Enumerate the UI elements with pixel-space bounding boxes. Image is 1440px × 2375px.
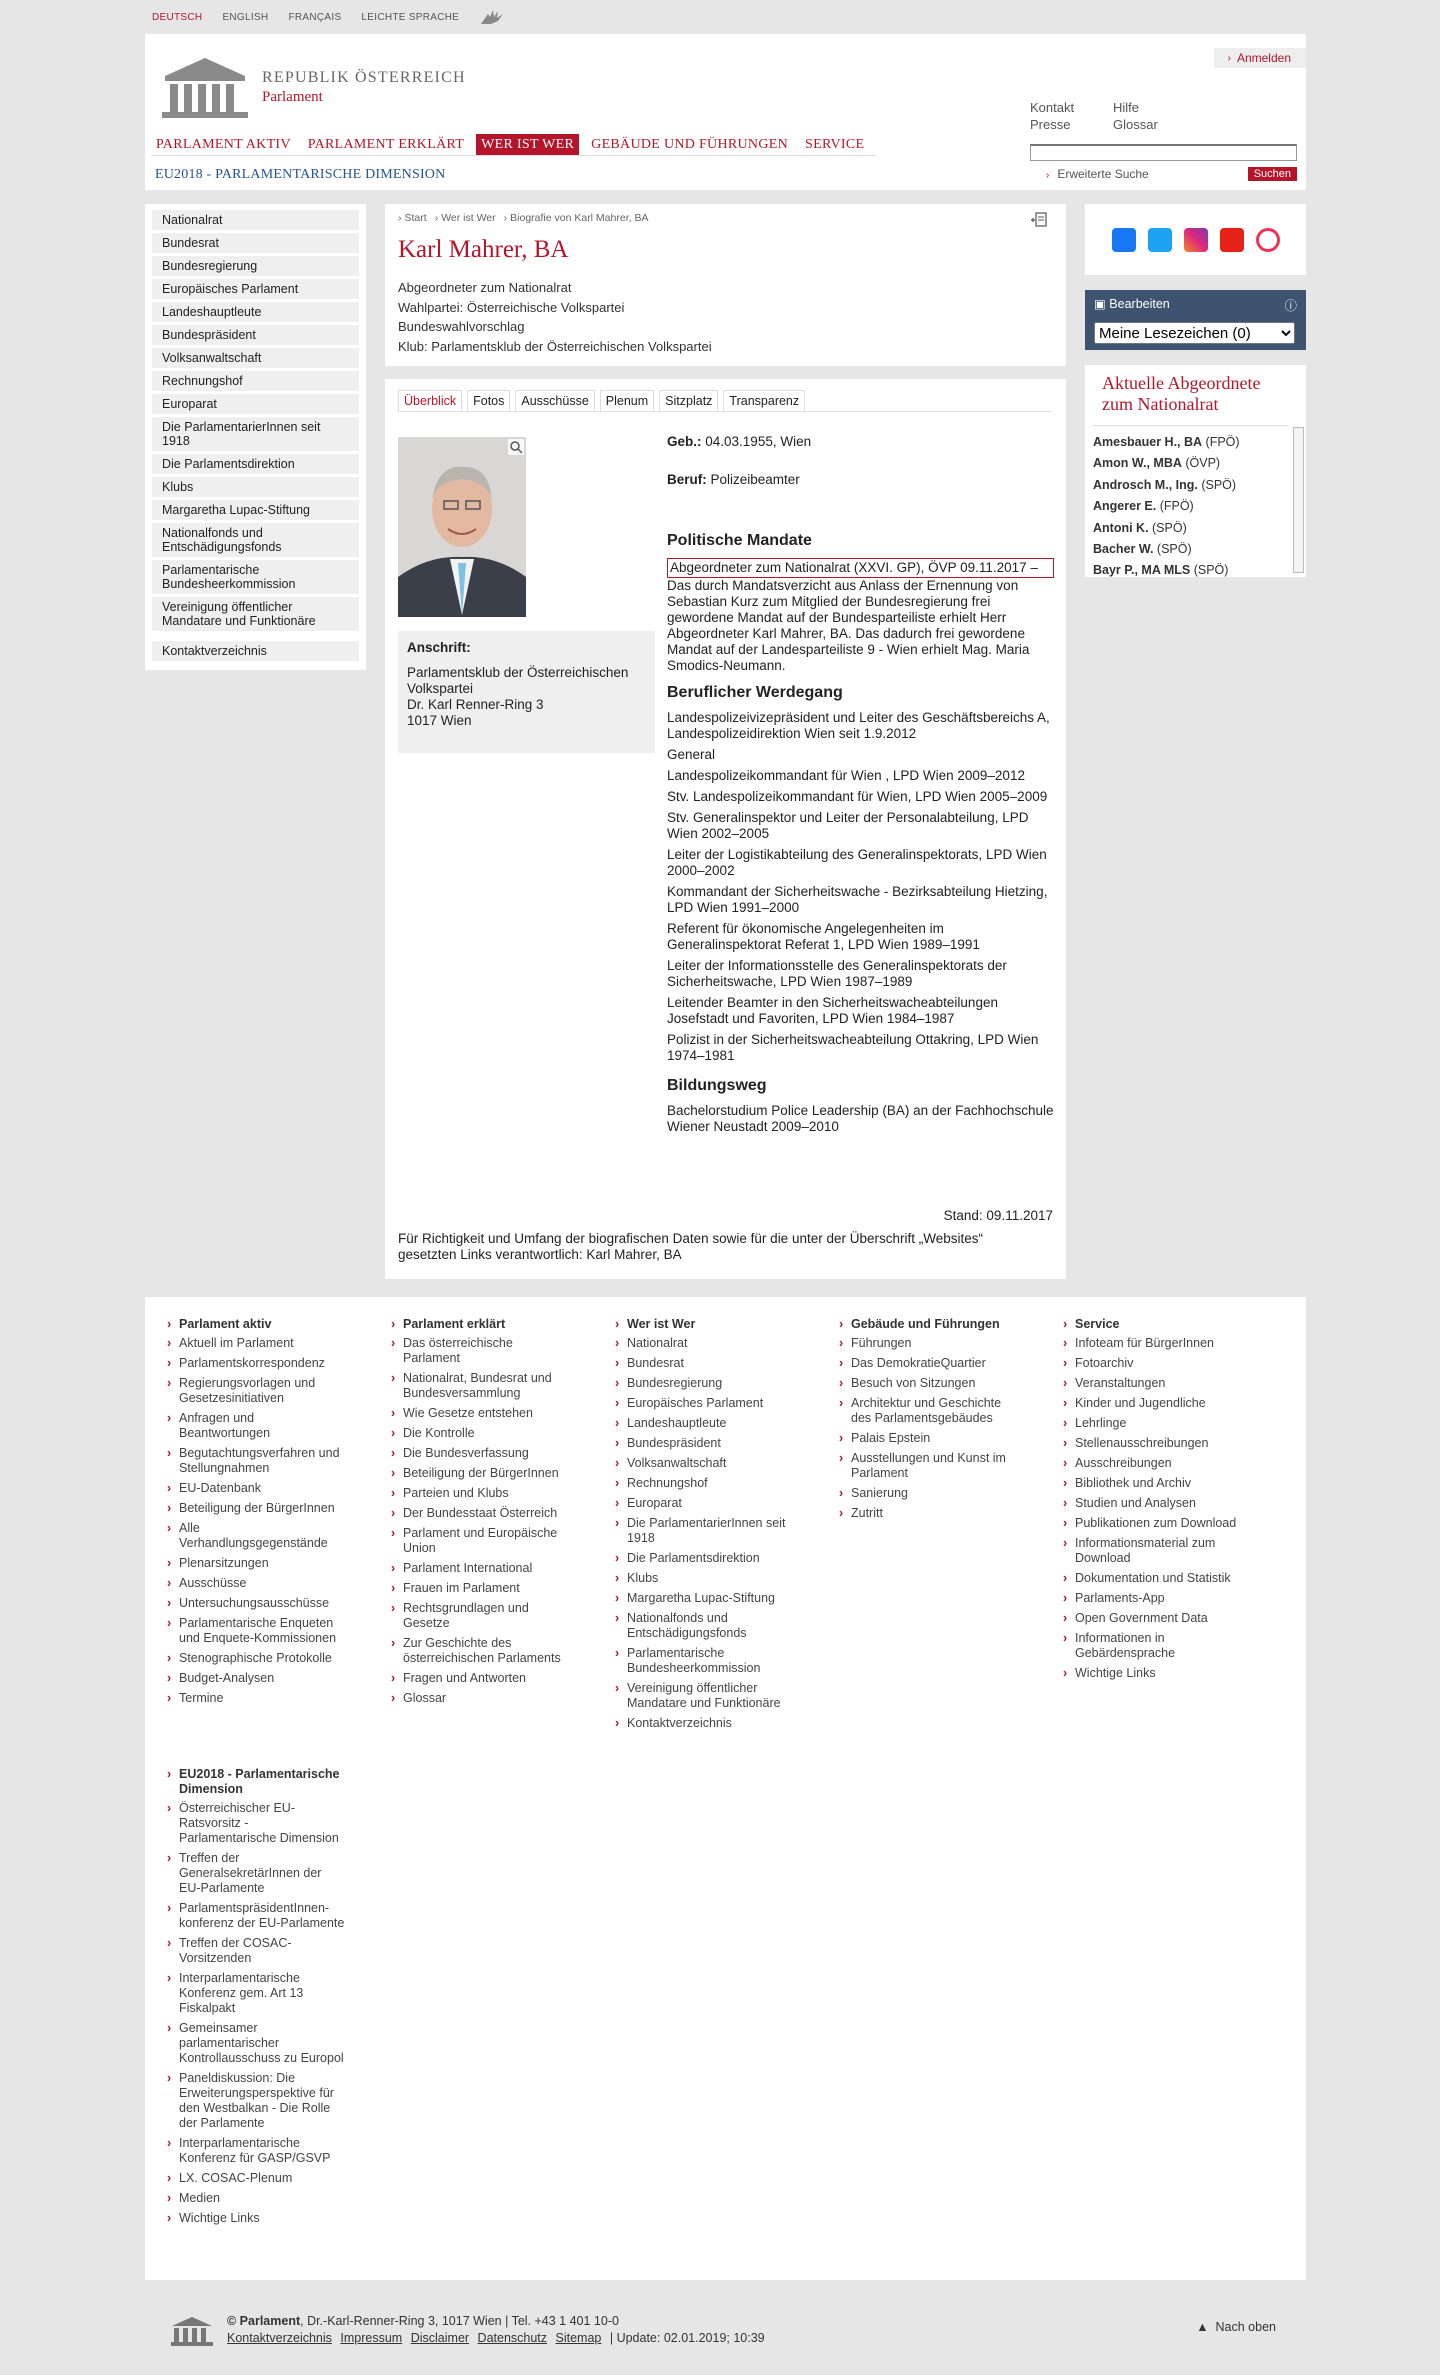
sitemap-col-wer (615, 1317, 805, 1736)
sign-language-icon[interactable] (479, 8, 505, 26)
sitemap-link[interactable]: › Medien (167, 2191, 345, 2206)
press-link[interactable]: Presse (1030, 117, 1071, 132)
tab-ausschuesse[interactable]: Ausschüsse (515, 390, 594, 411)
sitemap-link[interactable]: › Stenographische Protokolle (167, 1651, 345, 1666)
list-item[interactable]: Amesbauer H., BA (FPÖ) (1093, 435, 1240, 449)
sitemap-link[interactable]: › Budget-Analysen (167, 1671, 345, 1686)
sitemap-link[interactable]: › Anfragen und Beantwortungen (167, 1411, 345, 1441)
career-entry: Landespolizeikommandant für Wien , LPD Wien 2009–2012 (667, 768, 1025, 783)
footer-link-contacts[interactable]: Kontaktverzeichnis (227, 2331, 332, 2345)
address-box (398, 631, 655, 753)
sitemap-link[interactable]: › Studien und Analysen (1063, 1496, 1241, 1511)
youtube-icon[interactable] (1220, 228, 1244, 252)
footer-link-sitemap[interactable]: Sitemap (555, 2331, 602, 2345)
mandate-text: Das durch Mandatsverzicht aus Anlass der Ernennung von Sebastian Kurz zum Mitglied der Bundesregierung frei gewordene Mandat auf der Bundesparteiliste erhielt Herr Abgeordneter Karl Mahrer, BA. Das dadurch frei gewordene Mandat auf der Landesparteiliste 9 - Wien erhielt Mag. Maria Smodics-Neumann. (667, 578, 1030, 673)
sidebar-item[interactable]: Vereinigung öffentlicher Mandatare und Funktionäre (152, 597, 359, 631)
nav-parlament-aktiv[interactable]: PARLAMENT AKTIV (156, 137, 291, 152)
tab-plenum[interactable]: Plenum (600, 390, 654, 411)
sitemap-list (167, 1801, 357, 2226)
sitemap-link[interactable]: › Parlament und Europäische Union (391, 1526, 569, 1556)
sitemap-link[interactable]: › Bundesregierung (615, 1376, 793, 1391)
sidebar-item[interactable]: Bundesrat (152, 233, 359, 253)
parliament-emblem-icon (160, 54, 250, 120)
list-item[interactable]: Bayr P., MA MLS (SPÖ) (1093, 563, 1229, 578)
sitemap-link[interactable]: › Lehrlinge (1063, 1416, 1241, 1431)
sitemap-link[interactable]: › Vereinigung öffentlicher Mandatare und Funktionäre (615, 1681, 793, 1711)
edit-label[interactable]: Bearbeiten (1109, 297, 1170, 311)
sitemap-link[interactable]: › Ausschüsse (167, 1576, 345, 1591)
education-heading: Bildungsweg (667, 1077, 767, 1094)
bookmarks-select[interactable] (1094, 322, 1295, 344)
sitemap-list (167, 1336, 357, 1706)
page-title: Karl Mahrer, BA (398, 236, 569, 263)
sitemap-link[interactable]: › Infoteam für BürgerInnen (1063, 1336, 1241, 1351)
sitemap-link[interactable]: › Rechtsgrundlagen und Gesetze (391, 1601, 569, 1631)
login-button[interactable] (1214, 48, 1306, 68)
footer-org: © Parlament (227, 2314, 301, 2328)
sidebar-item[interactable]: Parlamentarische Bundesheerkommission (152, 560, 359, 594)
glossary-link[interactable]: Glossar (1113, 117, 1158, 132)
bookmarks-panel (1085, 290, 1306, 350)
sitemap-link[interactable]: › Zur Geschichte des österreichischen Parlaments (391, 1636, 569, 1666)
sitemap-link[interactable]: › Stellenausschreibungen (1063, 1436, 1241, 1451)
sitemap-link[interactable]: › Parteien und Klubs (391, 1486, 569, 1501)
person-list: Bundeswahlvorschlag (398, 319, 525, 334)
sitemap-link[interactable]: › Nationalrat (615, 1336, 793, 1351)
sidebar-item[interactable]: Europäisches Parlament (152, 279, 359, 299)
search-button[interactable]: Suchen (1248, 167, 1297, 181)
advanced-search-link[interactable] (1046, 167, 1149, 181)
sitemap-col-aktiv (167, 1317, 357, 1711)
other-social-icon[interactable] (1256, 228, 1280, 252)
sidebar-item[interactable]: Volksanwaltschaft (152, 348, 359, 368)
sitemap-link[interactable]: › Parlamentarische Bundesheerkommission (615, 1646, 793, 1676)
sitemap-link[interactable]: › Open Government Data (1063, 1611, 1241, 1626)
sitemap-link[interactable]: › Die Parlamentsdirektion (615, 1551, 793, 1566)
twitter-icon[interactable] (1148, 228, 1172, 252)
back-to-top-label: Nach oben (1215, 2320, 1276, 2334)
sitemap-link[interactable]: › Fotoarchiv (1063, 1356, 1241, 1371)
sidebar-item[interactable]: Nationalrat (152, 210, 359, 230)
sidebar-item[interactable]: Rechnungshof (152, 371, 359, 391)
sitemap-link[interactable]: › EU-Datenbank (167, 1481, 345, 1496)
advanced-search-label: Erweiterte Suche (1057, 167, 1149, 181)
sitemap-link[interactable]: › Informationen in Gebärdensprache (1063, 1631, 1241, 1661)
person-role: Abgeordneter zum Nationalrat (398, 280, 572, 295)
sitemap-link[interactable]: › Plenarsitzungen (167, 1556, 345, 1571)
sitemap-link[interactable]: › Informationsmaterial zum Download (1063, 1536, 1241, 1566)
facebook-icon[interactable] (1112, 228, 1136, 252)
right-sidebar (1085, 204, 1306, 577)
footer-address: , Dr.-Karl-Renner-Ring 3, 1017 Wien | Tel. +43 1 401 10-0 (300, 2314, 619, 2328)
sidebar-item[interactable]: Margaretha Lupac-Stiftung (152, 500, 359, 520)
sitemap-link[interactable]: › Paneldiskussion: Die Erweiterungsperspektive für den Westbalkan - Die Rolle der Parlamente (167, 2071, 345, 2131)
logo-title: REPUBLIK ÖSTERREICH (262, 68, 466, 86)
sitemap-link[interactable]: › Nationalfonds und Entschädigungsfonds (615, 1611, 793, 1641)
nav-parlament-erklaert[interactable]: PARLAMENT ERKLÄRT (307, 137, 465, 152)
sitemap-link[interactable]: › Fragen und Antworten (391, 1671, 569, 1686)
sitemap-list (391, 1336, 581, 1706)
nav-wer-ist-wer[interactable]: WER IST WER (476, 134, 579, 155)
sidebar-item[interactable]: Bundespräsident (152, 325, 359, 345)
lang-leichte-sprache[interactable]: LEICHTE SPRACHE (361, 11, 460, 23)
bio-tabs (398, 390, 1053, 412)
print-icon[interactable] (1030, 212, 1050, 228)
career-entry: General (667, 747, 716, 762)
sitemap-heading[interactable]: › Gebäude und Führungen (839, 1317, 1029, 1332)
sitemap-link[interactable]: › Zutritt (839, 1506, 1017, 1521)
sitemap-link[interactable]: › Parlamentarische Enqueten und Enquete-Kommissionen (167, 1616, 345, 1646)
sitemap-link[interactable]: › Untersuchungsausschüsse (167, 1596, 345, 1611)
sitemap-link[interactable]: › Europarat (615, 1496, 793, 1511)
sitemap-col-service (1063, 1317, 1253, 1686)
list-item[interactable]: Angerer E. (FPÖ) (1093, 499, 1194, 514)
arrow-up-icon: ▲ (1196, 2320, 1216, 2334)
logo-subtitle: Parlament (262, 88, 323, 105)
sitemap-link[interactable]: › Treffen der COSAC-Vorsitzenden (167, 1936, 345, 1966)
sitemap-link[interactable]: › Interparlamentarische Konferenz gem. Art 13 Fiskalpakt (167, 1971, 345, 2016)
breadcrumb-start[interactable]: › Start (398, 212, 427, 224)
meta-links (1030, 100, 1193, 132)
sitemap-link[interactable]: › Europäisches Parlament (615, 1396, 793, 1411)
info-icon[interactable]: ⓘ (1284, 299, 1297, 313)
tab-fotos[interactable]: Fotos (467, 390, 510, 411)
career-entry: Leitender Beamter in den Sicherheitswacheabteilungen Josefstadt und Favoriten, LPD Wien 1984–1987 (667, 995, 998, 1026)
mandate-heading: Politische Mandate (667, 532, 812, 549)
breadcrumb (398, 212, 1053, 224)
sitemap-list (1063, 1336, 1253, 1681)
sidebar-item[interactable]: Klubs (152, 477, 359, 497)
sitemap-link[interactable]: › Führungen (839, 1336, 1017, 1351)
disclaimer: Für Richtigkeit und Umfang der biografischen Daten sowie für die unter der Überschrift „Websites“ gesetzten Links verantwortlich: Karl Mahrer, BA (398, 1231, 984, 1262)
content-area (145, 204, 1306, 1279)
sitemap-link[interactable]: › Publikationen zum Download (1063, 1516, 1241, 1531)
career-entry: Stv. Generalinspektor und Leiter der Personalabteilung, LPD Wien 2002–2005 (667, 810, 1029, 841)
sitemap-link[interactable]: › Rechnungshof (615, 1476, 793, 1491)
sitemap-link[interactable]: › Architektur und Geschichte des Parlamentsgebäudes (839, 1396, 1017, 1426)
sitemap-link[interactable]: › Interparlamentarische Konferenz für GASP/GSVP (167, 2136, 345, 2166)
sitemap-link[interactable]: › Dokumentation und Statistik (1063, 1571, 1241, 1586)
bio-body (385, 379, 1066, 1279)
sitemap-link[interactable]: › Nationalrat, Bundesrat und Bundesversammlung (391, 1371, 569, 1401)
sidebar-item[interactable]: Bundesregierung (152, 256, 359, 276)
sitemap-link[interactable]: › Das österreichische Parlament (391, 1336, 569, 1366)
sitemap-link[interactable]: › Klubs (615, 1571, 793, 1586)
career-entry: Kommandant der Sicherheitswache - Bezirksabteilung Hietzing, LPD Wien 1991–2000 (667, 884, 1048, 915)
sitemap-link[interactable]: › Die Bundesverfassung (391, 1446, 569, 1461)
sitemap-link[interactable]: › Parlament International (391, 1561, 569, 1576)
main-nav (151, 134, 876, 156)
birth-value: 04.03.1955, Wien (701, 434, 812, 449)
sitemap-col-eu2018 (167, 1767, 357, 2231)
sitemap-col-gebaeude (839, 1317, 1029, 1526)
education-entry: Bachelorstudium Police Leadership (BA) an der Fachhochschule Wiener Neustadt 2009–2010 (667, 1103, 1054, 1134)
list-item[interactable]: Androsch M., Ing. (SPÖ) (1093, 477, 1237, 492)
sitemap-link[interactable]: › Termine (167, 1691, 345, 1706)
profession-label: Beruf: (667, 472, 707, 487)
lang-francais[interactable]: FRANÇAIS (288, 11, 342, 23)
address-line: Dr. Karl Renner-Ring 3 (407, 697, 544, 712)
sitemap-link[interactable]: › Beteiligung der BürgerInnen (391, 1466, 569, 1481)
help-link[interactable]: Hilfe (1113, 100, 1140, 115)
bookmark-icon: ▣ (1094, 297, 1110, 311)
lang-english[interactable]: ENGLISH (222, 11, 269, 23)
sitemap-link[interactable]: › Der Bundesstaat Österreich (391, 1506, 569, 1521)
sitemap-link[interactable]: › ParlamentspräsidentInnen-konferenz der EU-Parlamente (167, 1901, 345, 1931)
person-party: Wahlpartei: Österreichische Volkspartei (398, 299, 625, 315)
sitemap-link[interactable]: › Besuch von Sitzungen (839, 1376, 1017, 1391)
sitemap-link[interactable]: › Die Kontrolle (391, 1426, 569, 1441)
current-mps-title: Aktuelle Abgeordnete zum Nationalrat (1102, 373, 1261, 414)
career-entry: Stv. Landespolizeikommandant für Wien, LPD Wien 2005–2009 (667, 789, 1048, 804)
site-header (145, 34, 1306, 190)
login-label: Anmelden (1236, 51, 1291, 65)
address-line: 1017 Wien (407, 713, 472, 728)
portrait-image (398, 437, 526, 617)
sitemap-heading[interactable]: › Parlament erklärt (391, 1317, 581, 1332)
sitemap-link[interactable]: › Gemeinsamer parlamentarischer Kontrollausschuss zu Europol (167, 2021, 345, 2066)
sidebar-item[interactable]: Die ParlamentarierInnen seit 1918 (152, 417, 359, 451)
sitemap-link[interactable]: › Aktuell im Parlament (167, 1336, 345, 1351)
sitemap-link[interactable]: › Die ParlamentarierInnen seit 1918 (615, 1516, 793, 1546)
nav-eu2018[interactable]: EU2018 - PARLAMENTARISCHE DIMENSION (155, 167, 446, 182)
sitemap-link[interactable]: › Volksanwaltschaft (615, 1456, 793, 1471)
nav-gebaeude[interactable]: GEBÄUDE UND FÜHRUNGEN (591, 137, 789, 152)
bio-details (667, 434, 1054, 1140)
sidebar-item[interactable]: Europarat (152, 394, 359, 414)
list-item[interactable]: Antoni K. (SPÖ) (1093, 520, 1187, 535)
sitemap-link[interactable]: › LX. COSAC-Plenum (167, 2171, 345, 2186)
sitemap-link[interactable]: › Ausschreibungen (1063, 1456, 1241, 1471)
sitemap-list (839, 1336, 1029, 1521)
portrait-photo[interactable] (398, 437, 526, 617)
social-links (1085, 204, 1306, 275)
sitemap-link[interactable]: › Treffen der GeneralsekretärInnen der EU-Parlamente (167, 1851, 345, 1896)
mandate-highlight: Abgeordneter zum Nationalrat (XXVI. GP), ÖVP 09.11.2017 – (667, 558, 1054, 578)
sitemap-heading[interactable]: › Parlament aktiv (167, 1317, 357, 1332)
sitemap-link[interactable]: › Regierungsvorlagen und Gesetzesinitiativen (167, 1376, 345, 1406)
breadcrumb-current: › Biografie von Karl Mahrer, BA (504, 212, 649, 224)
sitemap-heading[interactable]: › EU2018 - Parlamentarische Dimension (167, 1767, 357, 1797)
sitemap-list (615, 1336, 805, 1731)
logo[interactable] (160, 54, 466, 120)
tab-ueberblick[interactable]: Überblick (398, 390, 462, 411)
footer-link-impressum[interactable]: Impressum (340, 2331, 403, 2345)
nav-service[interactable]: SERVICE (805, 137, 865, 152)
breadcrumb-wer-ist-wer[interactable]: › Wer ist Wer (435, 212, 496, 224)
sidebar-item[interactable]: Nationalfonds und Entschädigungsfonds (152, 523, 359, 557)
list-item[interactable]: Amon W., MBA (ÖVP) (1093, 456, 1221, 471)
sitemap-link[interactable]: › Begutachtungsverfahren und Stellungnahmen (167, 1446, 345, 1476)
footer-update: | Update: 02.01.2019; 10:39 (609, 2331, 765, 2345)
footer-link-privacy[interactable]: Datenschutz (477, 2331, 548, 2345)
left-sidebar (145, 204, 366, 670)
career-entry: Leiter der Logistikabteilung des Generalinspektorats, LPD Wien 2000–2002 (667, 847, 1047, 878)
career-entry: Polizist in der Sicherheitswacheabteilung Ottakring, LPD Wien 1974–1981 (667, 1032, 1039, 1063)
chevron-right-icon: › (1227, 52, 1231, 64)
sidebar-item[interactable]: Kontaktverzeichnis (152, 641, 359, 661)
sitemap-heading[interactable]: › Wer ist Wer (615, 1317, 805, 1332)
sitemap-link[interactable]: › Palais Epstein (839, 1431, 1017, 1446)
sitemap-link[interactable]: › Kinder und Jugendliche (1063, 1396, 1241, 1411)
sitemap-link[interactable]: › Bibliothek und Archiv (1063, 1476, 1241, 1491)
sitemap-link[interactable]: › Bundesrat (615, 1356, 793, 1371)
chevron-right-icon: › (1046, 170, 1050, 181)
sitemap-link[interactable]: › Wichtige Links (1063, 1666, 1241, 1681)
back-to-top-button[interactable] (1196, 2320, 1276, 2334)
page (145, 0, 1306, 2372)
search-input[interactable] (1030, 144, 1297, 161)
sitemap-link[interactable]: › Sanierung (839, 1486, 1017, 1501)
sitemap-link[interactable]: › Das DemokratieQuartier (839, 1356, 1017, 1371)
list-item[interactable]: Bacher W. (SPÖ) (1093, 542, 1192, 557)
person-meta (398, 278, 1053, 356)
lang-deutsch[interactable]: DEUTSCH (152, 11, 203, 23)
sitemap-link[interactable]: › Parlamentskorrespondenz (167, 1356, 345, 1371)
sitemap-link[interactable]: › Alle Verhandlungsgegenstände (167, 1521, 345, 1551)
sitemap-link[interactable]: › Kontaktverzeichnis (615, 1716, 793, 1731)
career-entry: Landespolizeivizepräsident und Leiter des Geschäftsbereichs A, Landespolizeidirektion Wien seit 1.9.2012 (667, 710, 1050, 741)
sitemap-link[interactable]: › Wichtige Links (167, 2211, 345, 2226)
sitemap-col-erklaert (391, 1317, 581, 1711)
footer-sitemap (145, 1297, 1306, 2280)
sitemap-link[interactable]: › Veranstaltungen (1063, 1376, 1241, 1391)
page-footer (145, 2298, 1306, 2352)
career-entry: Referent für ökonomische Angelegenheiten im Generalinspektorat Referat 1, LPD Wien 1989–1991 (667, 921, 980, 952)
sitemap-link[interactable]: › Österreichischer EU-Ratsvorsitz - Parlamentarische Dimension (167, 1801, 345, 1846)
sitemap-heading[interactable]: › Service (1063, 1317, 1253, 1332)
sidebar-item[interactable]: Die Parlamentsdirektion (152, 454, 359, 474)
tab-sitzplatz[interactable]: Sitzplatz (659, 390, 718, 411)
career-heading: Beruflicher Werdegang (667, 684, 843, 701)
search-area (1030, 144, 1297, 181)
sitemap-link[interactable]: › Glossar (391, 1691, 569, 1706)
parliament-emblem-icon (170, 2315, 214, 2347)
list-scrollbar[interactable] (1293, 427, 1304, 573)
current-mps-list (1093, 425, 1288, 578)
sitemap-link[interactable]: › Parlaments-App (1063, 1591, 1241, 1606)
status-date: Stand: 09.11.2017 (943, 1208, 1053, 1223)
sitemap-link[interactable]: › Margaretha Lupac-Stiftung (615, 1591, 793, 1606)
current-mps-panel (1085, 365, 1306, 577)
address-title: Anschrift: (407, 640, 471, 655)
sidebar-item[interactable]: Landeshauptleute (152, 302, 359, 322)
sitemap-link[interactable]: › Bundespräsident (615, 1436, 793, 1451)
profession-value: Polizeibeamter (706, 472, 800, 487)
contact-link[interactable]: Kontakt (1030, 100, 1075, 115)
instagram-icon[interactable] (1184, 228, 1208, 252)
footer-link-disclaimer[interactable]: Disclaimer (410, 2331, 470, 2345)
tab-transparenz[interactable]: Transparenz (723, 390, 805, 411)
birth-label: Geb.: (667, 434, 702, 449)
career-entry: Leiter der Informationsstelle des Generalinspektorats der Sicherheitswache, LPD Wien 1987–1989 (667, 958, 1007, 989)
sitemap-link[interactable]: › Frauen im Parlament (391, 1581, 569, 1596)
sitemap-link[interactable]: › Landeshauptleute (615, 1416, 793, 1431)
address-line: Parlamentsklub der Österreichischen Volkspartei (407, 665, 629, 696)
zoom-icon[interactable] (508, 439, 524, 455)
sitemap-link[interactable]: › Beteiligung der BürgerInnen (167, 1501, 345, 1516)
language-bar (145, 0, 1306, 34)
sitemap-link[interactable]: › Ausstellungen und Kunst im Parlament (839, 1451, 1017, 1481)
bio-header (385, 204, 1066, 366)
person-club: Klub: Parlamentsklub der Österreichischen Volkspartei (398, 338, 712, 354)
sitemap-link[interactable]: › Wie Gesetze entstehen (391, 1406, 569, 1421)
